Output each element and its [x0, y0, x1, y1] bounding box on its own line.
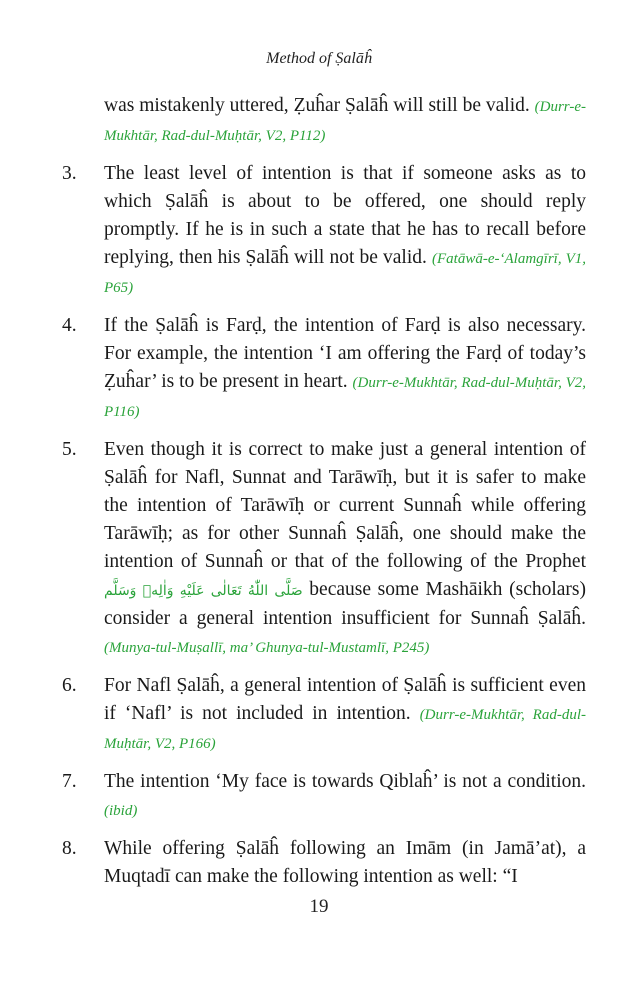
list-item-6 [62, 672, 586, 758]
reference-citation: (Fatāwā-e-‘Alamgīrī, V1, P65) [104, 251, 586, 296]
list-item-7 [62, 768, 586, 825]
page-body [62, 92, 586, 901]
item-text: The least level of intention is that if someone asks as to which Ṣalāĥ is about to be offered, one should reply promptly. If he is in such a state that he has to recall before replying, then his Ṣalāĥ will not be valid. [104, 163, 586, 268]
item-text: For Nafl Ṣalāĥ, a general intention of Ṣalāĥ is sufficient even if ‘Nafl’ is not included in intention. [104, 675, 586, 724]
list-item-3 [62, 160, 586, 302]
page-number: 19 [309, 896, 329, 917]
item-number: 5. [62, 439, 77, 460]
list-item-5 [62, 436, 586, 662]
list-item-4 [62, 312, 586, 426]
item-number: 4. [62, 315, 77, 336]
item-number: 7. [62, 771, 77, 792]
item-number: 3. [62, 163, 77, 184]
item-text: If the Ṣalāĥ is Farḍ, the intention of Farḍ is also necessary. For example, the intention ‘I am offering the Farḍ of today’s Ẓuĥar’ is to be present in heart. [104, 315, 586, 392]
reference-citation: (Durr-e-Mukhtār, Rad-dul-Muḥtār, V2, P166) [104, 707, 586, 752]
item-text-continued: because some Mashāikh (scholars) consider a general intention insufficient for Sunnaĥ Ṣalāĥ. [104, 579, 586, 629]
list-item-8 [62, 835, 586, 891]
item-number: 8. [62, 838, 77, 859]
item-text: Even though it is correct to make just a general intention of Ṣalāĥ for Nafl, Sunnat and Tarāwīḥ, but it is safer to make the intention of Tarāwīḥ or current Sunnaĥ while offering Tarāwīḥ; as for other Sunnaĥ Ṣalāĥ, one should make the intention of Sunnaĥ or that of the following of the Prophet [104, 439, 586, 572]
item-text: The intention ‘My face is towards Qiblaĥ’ is not a condition. [104, 771, 586, 792]
reference-citation: (ibid) [104, 803, 138, 819]
intro-paragraph [62, 92, 586, 150]
running-header: Method of Ṣalāĥ [266, 50, 372, 67]
reference-citation: (Durr-e-Mukhtār, Rad-dul-Muḥtār, V2, P112) [104, 99, 586, 144]
item-text: While offering Ṣalāĥ following an Imām (in Jamā’at), a Muqtadī can make the following intention as well: “I [104, 838, 586, 887]
reference-citation: (Durr-e-Mukhtār, Rad-dul-Muḥtār, V2, P116) [104, 375, 587, 420]
reference-citation: (Munya-tul-Muṣallī, ma’ Ghunya-tul-Mustamlī, P245) [104, 640, 430, 656]
item-number: 6. [62, 675, 77, 696]
paragraph-text: was mistakenly uttered, Ẓuĥar Ṣalāĥ will still be valid. [104, 95, 530, 116]
arabic-salutation: صَلَّى اللّٰهُ تَعَالٰى عَلَيْهِ وَاٰلِهٖ وَسَلَّم [104, 583, 303, 599]
